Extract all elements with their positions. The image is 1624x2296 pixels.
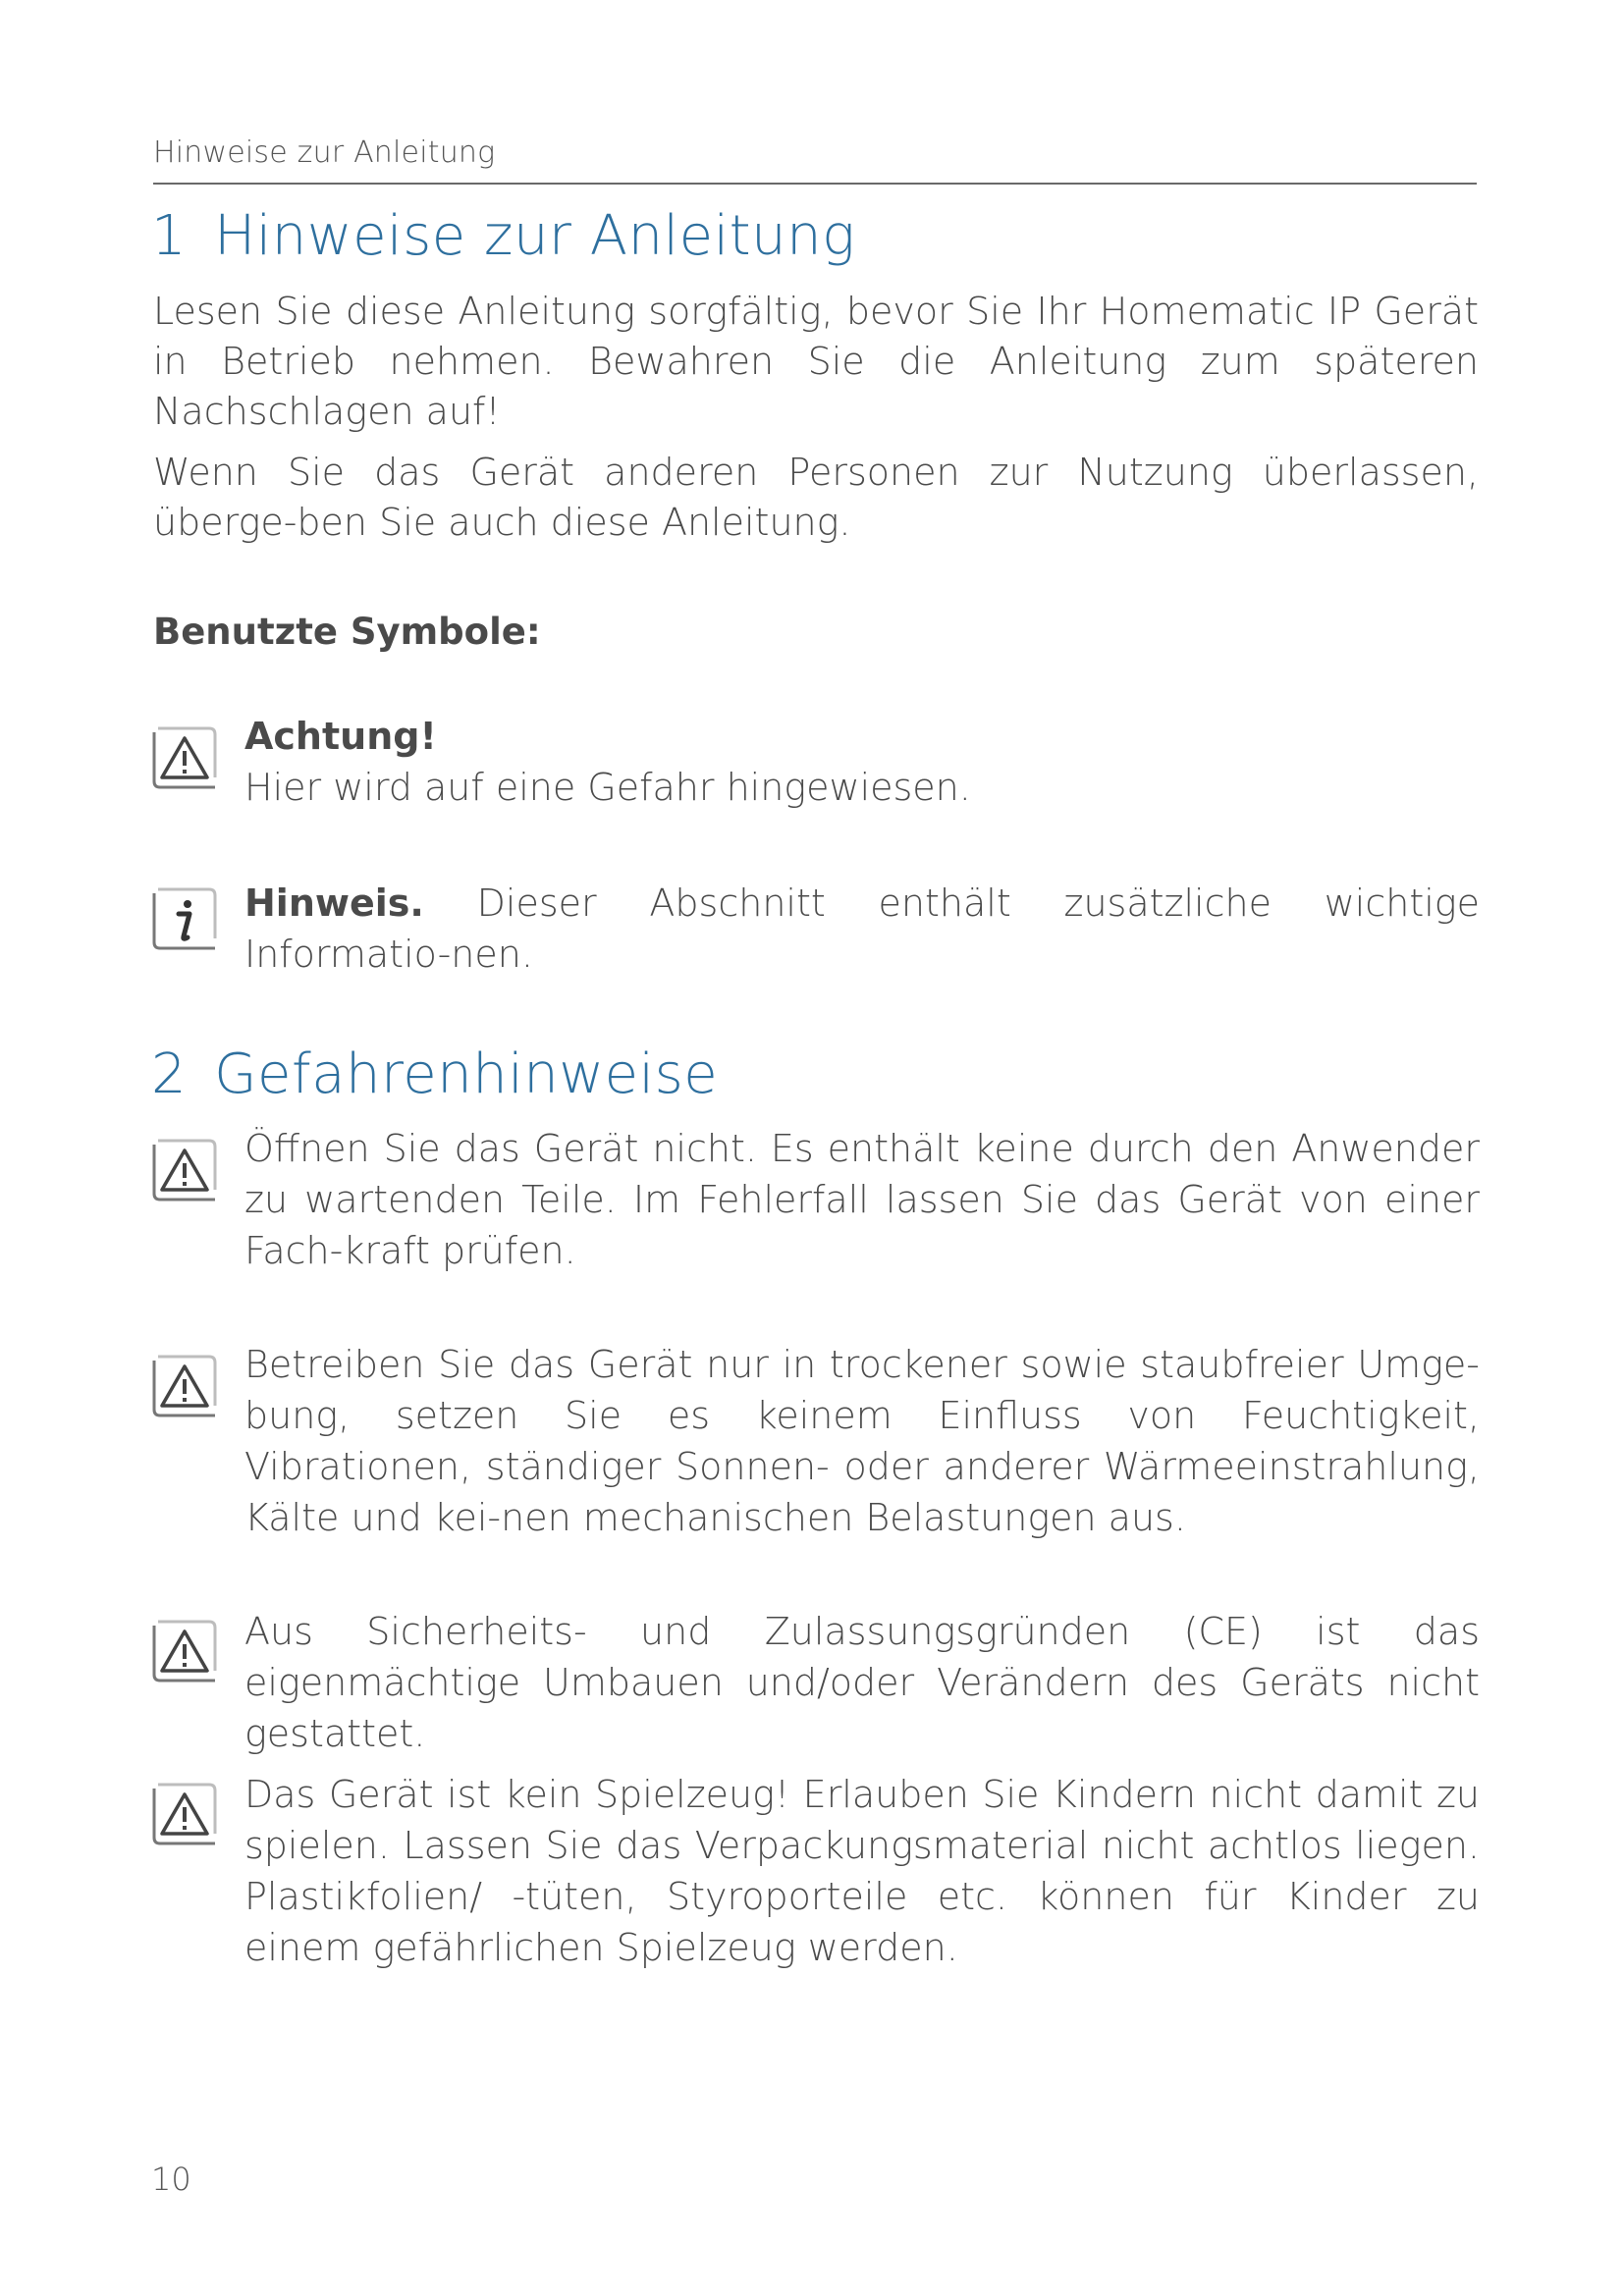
achtung-text: Hier wird auf eine Gefahr hingewiesen. <box>244 766 971 809</box>
warning-text-2: Betreiben Sie das Gerät nur in trockener sowie staubfreier Umge-bung, setzen Sie es keinem Einfluss von Feuchtigkeit, Vibrationen, ständiger Sonnen- oder anderer Wärmeeinstrahlung, Kälte und kei-nen mechanischen Belastungen aus. <box>244 1343 1480 1539</box>
page-number: 10 <box>151 2161 191 2198</box>
section-1-heading <box>151 204 855 268</box>
info-icon <box>152 887 221 950</box>
warning-icon <box>152 1139 221 1201</box>
warning-text-3: Aus Sicherheits- und Zulassungsgründen (CE) ist das eigenmächtige Umbauen und/oder Verändern des Geräts nicht gestattet. <box>244 1610 1480 1755</box>
intro-paragraph-2: Wenn Sie das Gerät anderen Personen zur Nutzung überlassen, überge-ben Sie auch diese Anleitung. <box>153 451 1479 544</box>
achtung-note <box>244 711 1480 813</box>
running-head: Hinweise zur Anleitung <box>153 135 496 170</box>
section-1-title: Hinweise zur Anleitung <box>214 204 856 268</box>
hinweis-title: Hinweis. <box>244 881 424 925</box>
intro-paragraph-1: Lesen Sie diese Anleitung sorgfältig, bevor Sie Ihr Homematic IP Gerät in Betrieb nehmen. Bewahren Sie die Anleitung zum späteren Nachschlagen auf! <box>153 290 1479 433</box>
warning-icon <box>152 1620 221 1682</box>
section-1-number: 1 <box>151 204 188 268</box>
header-rule <box>153 183 1477 185</box>
warning-icon <box>152 726 221 789</box>
hinweis-text: Dieser Abschnitt enthält zusätzliche wichtige Informatio-nen. <box>244 881 1480 976</box>
section-2-heading <box>151 1042 718 1106</box>
warning-icon <box>152 1355 221 1417</box>
hinweis-note <box>244 878 1480 980</box>
warning-text-4: Das Gerät ist kein Spielzeug! Erlauben Sie Kindern nicht damit zu spielen. Lassen Sie das Verpackungsmaterial nicht achtlos liegen. Plastikfolien/ -tüten, Styroporteile etc. können für Kinder zu einem gefährlichen Spielzeug werden. <box>244 1773 1480 1969</box>
section-2-title: Gefahrenhinweise <box>214 1042 719 1106</box>
warning-text-1: Öffnen Sie das Gerät nicht. Es enthält keine durch den Anwender zu wartenden Teile. Im Fehlerfall lassen Sie das Gerät von einer Fach-kraft prüfen. <box>244 1127 1480 1272</box>
warning-icon <box>152 1783 221 1845</box>
section-2-number: 2 <box>151 1042 188 1106</box>
achtung-title: Achtung! <box>244 715 437 758</box>
symbols-heading: Benutzte Symbole: <box>153 611 541 653</box>
